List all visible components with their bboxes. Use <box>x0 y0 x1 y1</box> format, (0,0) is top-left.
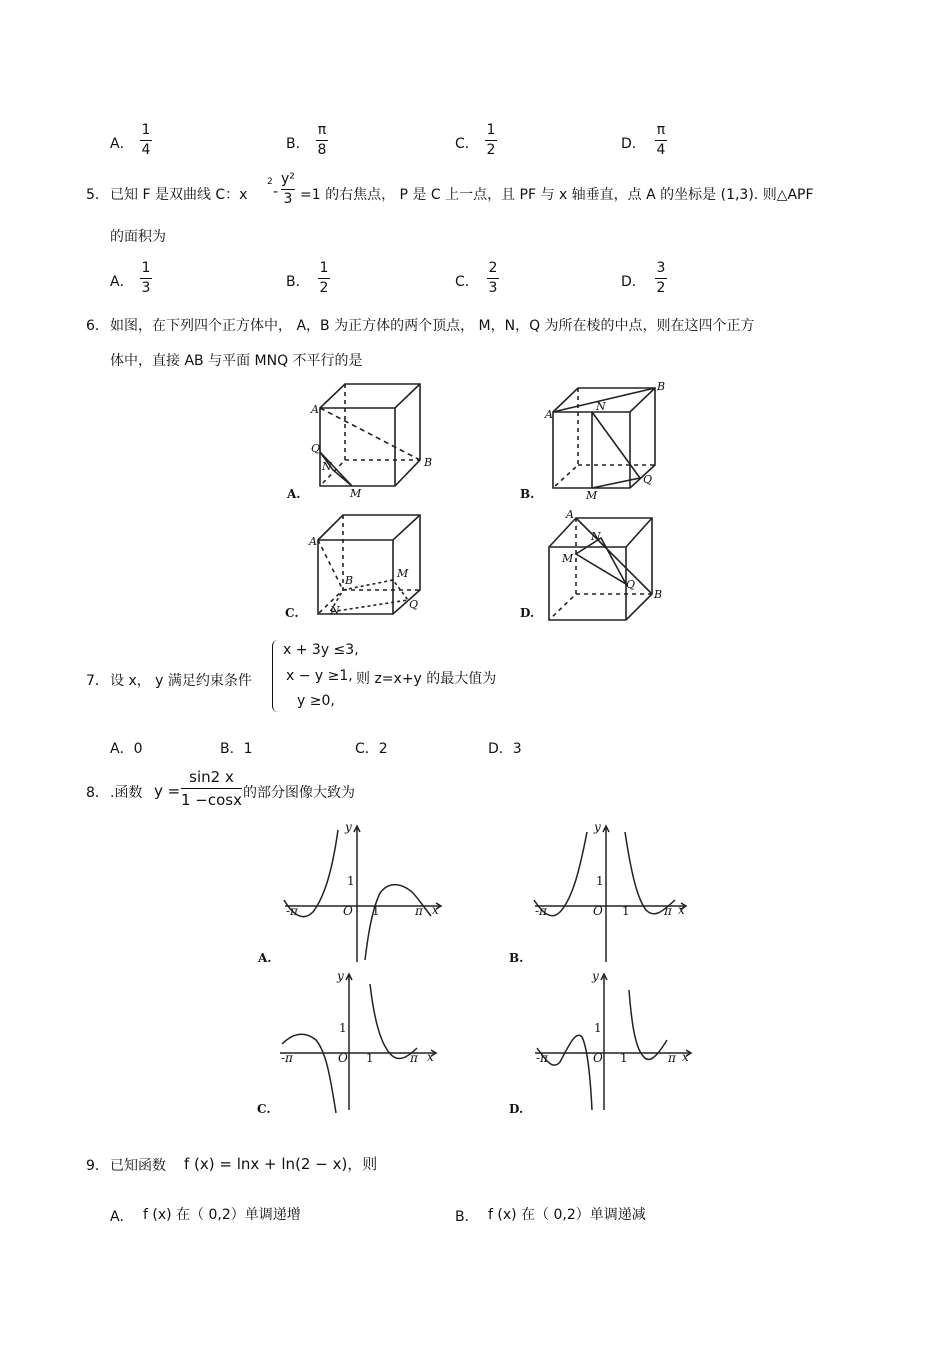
q9-option-a-text: f (x) 在（ 0,2）单调递增 <box>143 1207 301 1223</box>
q5-text-c: 的面积为 <box>110 229 166 245</box>
q4-option-d-label: D． <box>621 136 646 152</box>
q5-minus: - <box>273 184 279 200</box>
q5-option-a-fraction: 1 3 <box>141 260 151 296</box>
svg-text:y: y <box>345 820 352 834</box>
svg-text:π: π <box>415 904 423 918</box>
q7-brace <box>272 640 281 712</box>
graph-b <box>534 826 686 962</box>
svg-text:N: N <box>322 460 332 473</box>
svg-text:N: N <box>330 604 340 617</box>
q4-option-a-fraction: 1 4 <box>141 122 151 158</box>
q7-number: 7． <box>86 673 109 689</box>
svg-text:A.: A. <box>287 487 301 501</box>
q5-text-b: =1 的右焦点， P 是 C 上一点，且 PF 与 x 轴垂直，点 A 的坐标是 (1,3). 则△APF <box>300 187 814 203</box>
graph-c <box>280 974 436 1113</box>
svg-text:A: A <box>309 535 317 548</box>
svg-text:M: M <box>350 487 362 500</box>
svg-text:1: 1 <box>366 1051 374 1065</box>
cube-a <box>320 384 420 486</box>
svg-text:x: x <box>682 1050 689 1064</box>
q6-number: 6． <box>86 318 109 334</box>
svg-text:N: N <box>591 530 601 543</box>
svg-text:1: 1 <box>594 1021 602 1035</box>
svg-text:C.: C. <box>285 606 299 620</box>
svg-text:B: B <box>654 588 663 601</box>
svg-text:-π: -π <box>286 904 298 918</box>
q7-option-c: C．2 <box>355 741 388 757</box>
q4-option-a-label: A． <box>110 136 134 152</box>
q4-option-b-label: B． <box>286 136 310 152</box>
svg-text:B: B <box>345 574 354 587</box>
q6-line2: 体中，直接 AB 与平面 MNQ 不平行的是 <box>110 353 363 369</box>
q5-option-d-fraction: 3 2 <box>656 260 666 296</box>
q8-text-a: .函数 <box>110 785 143 801</box>
q7-constraint-1: x + 3y ≤3, <box>283 642 359 658</box>
svg-text:π: π <box>668 1051 676 1065</box>
q8-y-equals: y = <box>154 782 181 800</box>
q5-option-b-label: B． <box>286 274 310 290</box>
q9-text-a: 已知函数 <box>110 1158 166 1174</box>
svg-text:N: N <box>596 400 606 413</box>
q9-option-a-label: A． <box>110 1209 134 1225</box>
q7-constraint-3: y ≥0, <box>297 693 335 709</box>
svg-text:A: A <box>545 408 553 421</box>
svg-text:Q: Q <box>311 442 321 455</box>
q4-option-c-fraction: 1 2 <box>486 122 496 158</box>
svg-text:-π: -π <box>281 1051 293 1065</box>
q6-line1: 如图，在下列四个正方体中， A，B 为正方体的两个顶点， M，N，Q 为所在棱的中点，则在这四个正方 <box>110 318 755 334</box>
q7-constraint-2: x − y ≥1, <box>286 668 353 684</box>
q9-number: 9． <box>86 1158 109 1174</box>
svg-text:M: M <box>562 552 574 565</box>
graph-d <box>535 974 691 1110</box>
svg-text:x: x <box>678 903 685 917</box>
svg-text:A.: A. <box>258 951 272 965</box>
svg-text:C.: C. <box>257 1102 271 1116</box>
q5-option-c-label: C． <box>455 274 479 290</box>
q4-option-d-fraction: π 4 <box>656 122 666 158</box>
svg-text:π: π <box>664 904 672 918</box>
cube-c <box>318 515 420 614</box>
svg-text:π: π <box>410 1051 418 1065</box>
svg-text:O: O <box>593 1051 603 1065</box>
q9-function: f (x) = lnx + ln(2 − x)，则 <box>184 1155 378 1173</box>
graph-a <box>284 826 441 962</box>
q5-option-a-label: A． <box>110 274 134 290</box>
q8-text-b: 的部分图像大致为 <box>243 785 355 801</box>
svg-text:B: B <box>424 456 433 469</box>
svg-text:-π: -π <box>535 904 547 918</box>
svg-text:B: B <box>657 380 666 393</box>
svg-text:M: M <box>397 567 409 580</box>
svg-text:1: 1 <box>596 874 604 888</box>
svg-text:O: O <box>593 904 603 918</box>
svg-text:x: x <box>432 903 439 917</box>
q7-option-d: D．3 <box>488 741 522 757</box>
svg-text:1: 1 <box>347 874 355 888</box>
svg-text:Q: Q <box>626 578 636 591</box>
q6-cube-figures <box>280 375 680 625</box>
q8-fraction: sin2 x 1 −cosx <box>181 768 242 809</box>
svg-text:y: y <box>592 969 599 983</box>
q4-option-c-label: C． <box>455 136 479 152</box>
svg-text:A: A <box>311 403 319 416</box>
svg-text:D.: D. <box>509 1102 524 1116</box>
svg-text:-π: -π <box>536 1051 548 1065</box>
q9-option-b-text: f (x) 在（ 0,2）单调递减 <box>488 1207 646 1223</box>
svg-text:y: y <box>594 820 601 834</box>
q8-number: 8． <box>86 785 109 801</box>
q7-option-a: A．0 <box>110 741 143 757</box>
q7-option-b: B．1 <box>220 741 253 757</box>
q7-text-a: 设 x， y 满足约束条件 <box>110 673 252 689</box>
svg-text:1: 1 <box>372 904 380 918</box>
q4-option-b-fraction: π 8 <box>317 122 327 158</box>
svg-text:Q: Q <box>643 473 653 486</box>
q5-option-c-fraction: 2 3 <box>488 260 498 296</box>
svg-text:A: A <box>566 508 574 521</box>
q5-fraction: y² 3 <box>281 171 295 207</box>
svg-text:O: O <box>343 904 353 918</box>
svg-text:B.: B. <box>520 487 535 501</box>
svg-text:1: 1 <box>620 1051 628 1065</box>
svg-text:M: M <box>586 489 598 502</box>
q5-text-a: 已知 F 是双曲线 C：x <box>110 187 248 203</box>
q5-number: 5． <box>86 187 109 203</box>
svg-text:B.: B. <box>509 951 524 965</box>
svg-text:1: 1 <box>622 904 630 918</box>
q5-option-d-label: D． <box>621 274 646 290</box>
svg-text:Q: Q <box>409 598 419 611</box>
q5-option-b-fraction: 1 2 <box>319 260 329 296</box>
svg-text:D.: D. <box>520 606 535 620</box>
svg-text:O: O <box>338 1051 348 1065</box>
q9-option-b-label: B． <box>455 1209 479 1225</box>
q8-graphs <box>250 818 710 1123</box>
svg-text:1: 1 <box>339 1021 347 1035</box>
q5-superscript: 2 <box>267 177 273 187</box>
q7-text-b: 则 z=x+y 的最大值为 <box>356 671 497 687</box>
svg-text:y: y <box>337 969 344 983</box>
svg-text:x: x <box>427 1050 434 1064</box>
